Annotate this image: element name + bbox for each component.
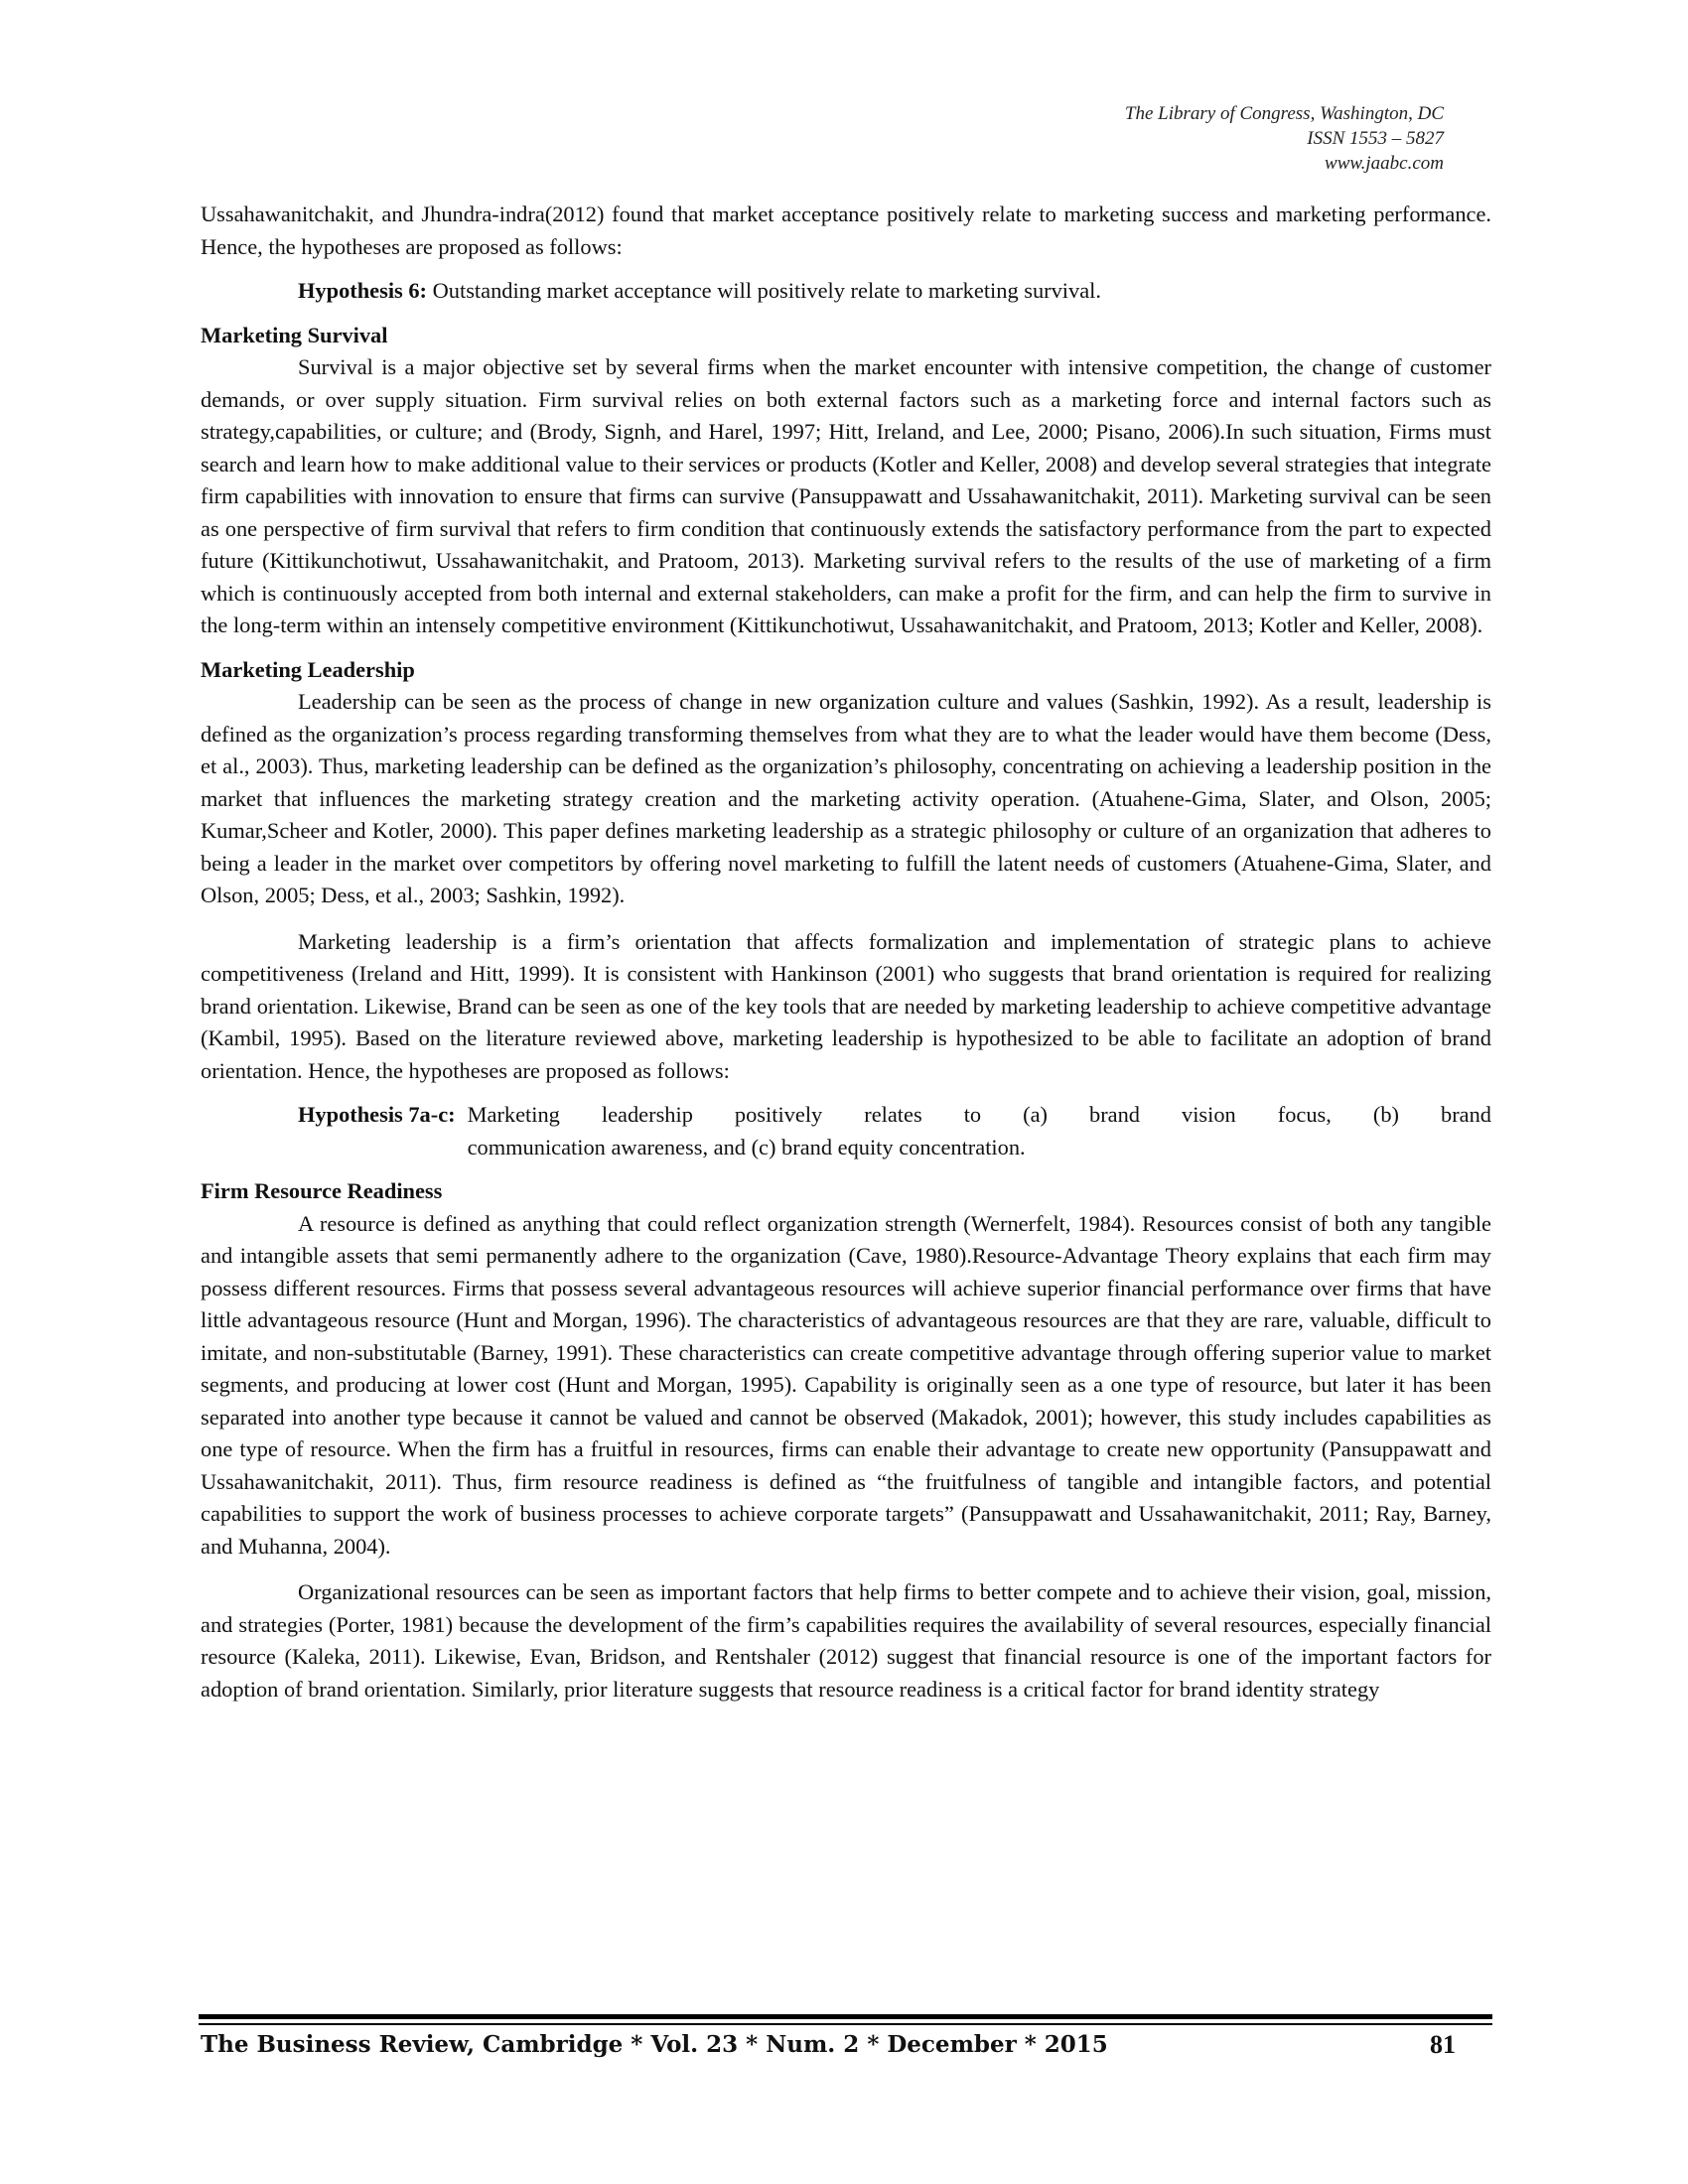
- header-website: www.jaabc.com: [1325, 153, 1444, 174]
- firm-resource-paragraph-2: Organizational resources can be seen as important factors that help firms to better compete and to achieve their vision, goal, mission, and strategies (Porter, 1981) because the development of the firm’s capabilities requires the availability of several resources, especially financial resource (Kaleka, 2011). Likewise, Evan, Bridson, and Rentshaler (2012) suggest that financial resource is one of the important factors for adoption of brand orientation. Similarly, prior literature suggests that resource readiness is a critical factor for brand identity strategy: [201, 1579, 1491, 1702]
- firm-resource-paragraph-1: A resource is defined as anything that could reflect organization strength (Wernerfelt, 1984). Resources consist of both any tangible and intangible assets that semi permanently adhere to the organization (Cave, 1980).Resource-Advantage Theory explains that each firm may possess different resources. Firms that possess several advantageous resources will achieve superior financial performance over firms that have little advantageous resource (Hunt and Morgan, 1996). The characteristics of advantageous resources are that they are rare, valuable, difficult to imitate, and non-substitutable (Barney, 1991). These characteristics can create competitive advantage through offering superior value to market segments, and producing at lower cost (Hunt and Morgan, 1995). Capability is originally seen as a one type of resource, but later it has been separated into another type because it cannot be valued and cannot be observed (Makadok, 2001); however, this study includes capabilities as one type of resource. When the firm has a fruitful in resources, firms can enable their advantage to create new opportunity (Pansuppawatt and Ussahawanitchakit, 2011). Thus, firm resource readiness is defined as “the fruitfulness of tangible and intangible factors, and potential capabilities to support the work of business processes to achieve corporate targets” (Pansuppawatt and Ussahawanitchakit, 2011; Ray, Barney, and Muhanna, 2004).: [201, 1210, 1491, 1559]
- hypothesis-7-text: [456, 1099, 1491, 1163]
- marketing-leadership-paragraph-2: Marketing leadership is a firm’s orientation that affects formalization and implementation of strategic plans to achieve competitiveness (Ireland and Hitt, 1999). It is consistent with Hankinson (2001) who suggests that brand orientation is required for realizing brand orientation. Likewise, Brand can be seen as one of the key tools that are needed by marketing leadership to achieve competitive advantage (Kambil, 1995). Based on the literature reviewed above, marketing leadership is hypothesized to be able to facilitate an adoption of brand orientation. Hence, the hypotheses are proposed as follows:: [201, 928, 1491, 1083]
- intro-paragraph: Ussahawanitchakit, and Jhundra-indra(2012) found that market acceptance positively relate to marketing success and marketing performance. Hence, the hypotheses are proposed as follows:: [201, 202, 1491, 259]
- footer-rule-thick: [199, 2014, 1492, 2019]
- hypothesis-7: [298, 1099, 1491, 1163]
- hypothesis-6: [201, 275, 1491, 308]
- hypothesis-7-label: Hypothesis 7a-c:: [298, 1102, 456, 1127]
- hypothesis-7-line-1: Marketing leadership positively relates to (a) brand vision focus, (b) brand: [467, 1102, 1491, 1127]
- section-heading-marketing-leadership: Marketing Leadership: [201, 656, 415, 682]
- header-library: The Library of Congress, Washington, DC: [1124, 103, 1444, 124]
- running-footer: [201, 2025, 1491, 2065]
- marketing-leadership-paragraph-1: Leadership can be seen as the process of change in new organization culture and values (Sashkin, 1992). As a result, leadership is defined as the organization’s process regarding transforming themselves from what they are to what the leader would have them become (Dess, et al., 2003). Thus, marketing leadership can be defined as the organization’s philosophy, concentrating on achieving a leadership position in the market that influences the marketing strategy creation and the marketing activity operation. (Atuahene-Gima, Slater, and Olson, 2005; Kumar,Scheer and Kotler, 2000). This paper defines marketing leadership as a strategic philosophy or culture of an organization that adheres to being a leader in the market over competitors by offering novel marketing to fulfill the latent needs of customers (Atuahene-Gima, Slater, and Olson, 2005; Dess, et al., 2003; Sashkin, 1992).: [201, 689, 1491, 907]
- footer-journal-citation: The Business Review, Cambridge * Vol. 23 * Num. 2 * December * 2015: [201, 2031, 1108, 2058]
- hypothesis-6-label: Hypothesis 6:: [298, 278, 428, 303]
- section-heading-marketing-survival: Marketing Survival: [201, 322, 388, 347]
- running-header: [1125, 101, 1444, 176]
- page-body: [201, 199, 1491, 1706]
- marketing-survival-paragraph: Survival is a major objective set by several firms when the market encounter with intensive competition, the change of customer demands, or over supply situation. Firm survival relies on both external factors such as a marketing force and internal factors such as strategy,capabilities, or culture; and (Brody, Signh, and Harel, 1997; Hitt, Ireland, and Lee, 2000; Pisano, 2006).In such situation, Firms must search and learn how to make additional value to their services or products (Kotler and Keller, 2008) and develop several strategies that integrate firm capabilities with innovation to ensure that firms can survive (Pansuppawatt and Ussahawanitchakit, 2011). Marketing survival can be seen as one perspective of firm survival that refers to firm condition that continuously extends the satisfactory performance from the part to expected future (Kittikunchotiwut, Ussahawanitchakit, and Pratoom, 2013). Marketing survival refers to the results of the use of marketing of a firm which is continuously accepted from both internal and external stakeholders, can make a profit for the firm, and can help the firm to survive in the long-term within an intensely competitive environment (Kittikunchotiwut, Ussahawanitchakit, and Pratoom, 2013; Kotler and Keller, 2008).: [201, 354, 1491, 637]
- page-number: 81: [1430, 2030, 1456, 2059]
- section-heading-firm-resource-readiness: Firm Resource Readiness: [201, 1178, 443, 1203]
- hypothesis-6-text: Outstanding market acceptance will positively relate to marketing survival.: [427, 278, 1101, 303]
- header-issn: ISSN 1553 – 5827: [1307, 128, 1444, 149]
- hypothesis-7-line-2: communication awareness, and (c) brand equity concentration.: [467, 1134, 1026, 1160]
